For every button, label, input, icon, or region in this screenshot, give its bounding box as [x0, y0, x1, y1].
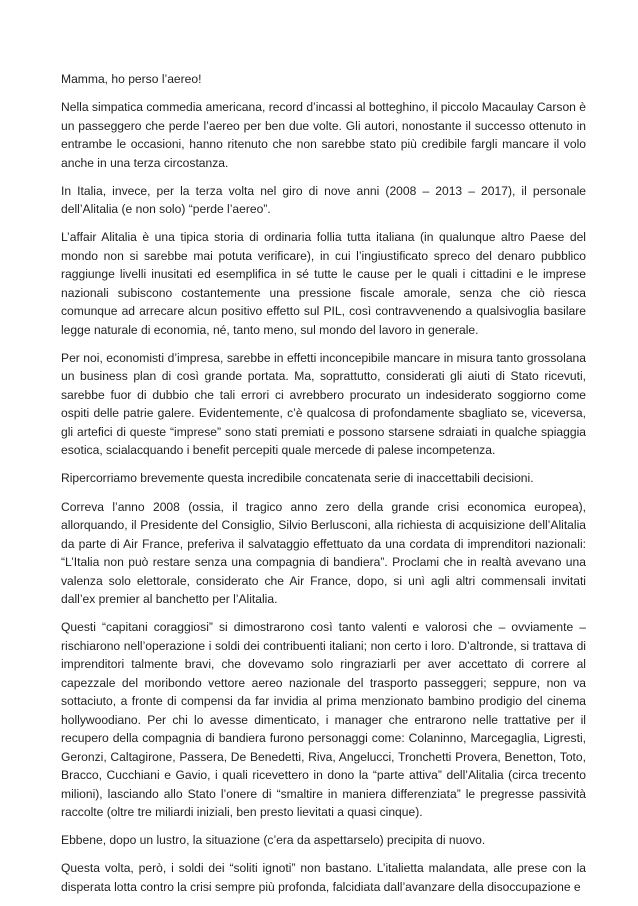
paragraph-7: Questi “capitani coraggiosi” si dimostrarono così tanto valenti e valorosi che – ovviamente – rischiarono nell’operazione i soldi dei contribuenti italiani; non certo i loro. D’altronde, si trattava di imprenditori talmente bravi, che dovevamo solo ringraziarli per aver accettato di correre al capezzale del moribondo vettore aereo nazionale del trasporto passeggeri; seppure, non va sottaciuto, a fronte di compensi da far invidia al prima menzionato bambino prodigio del cinema hollywoodiano. Per chi lo avesse dimenticato, i manager che entrarono nelle trattative per il recupero della compagnia di bandiera furono personaggi come: Colaninno, Marcegaglia, Ligresti, Geronzi, Caltagirone, Passera, De Benedetti, Riva, Angelucci, Tronchetti Provera, Benetton, Toto, Bracco, Cucchiani e Gavio, i quali ricevettero in dono la “parte attiva” dell’Alitalia (circa trecento milioni), lasciando allo Stato l’onere di “smaltire in maniera differenziata” le pregresse passività raccolte (oltre tre miliardi iniziali, ben presto lievitati a quasi cinque).	[61, 620, 586, 820]
paragraph-9: Questa volta, però, i soldi dei “soliti ignoti” non bastano. L’italietta malandata, alle prese con la disperata lotta contro la crisi sempre più profonda, falcidiata dall’avanzare della disoccupazione e	[61, 861, 586, 894]
document-title: Mamma, ho perso l’aereo!	[61, 72, 202, 86]
paragraph-3: L’affair Alitalia è una tipica storia di ordinaria follia tutta italiana (in qualunque altro Paese del mondo non si sarebbe mai potuta verificare), in cui l’ingiustificato spreco del denaro pubblico raggiunge livelli inusitati ed esemplifica in sé tutte le cause per le quali i cittadini e le imprese nazionali subiscono costantemente una pressione fiscale amorale, senza che ciò riesca comunque ad arrecare alcun positivo effetto sul PIL, così contravvenendo a qualsivoglia basilare legge naturale di economia, né, tanto meno, sul mondo del lavoro in generale.	[61, 230, 586, 337]
paragraph-1: Nella simpatica commedia americana, record d’incassi al botteghino, il piccolo Macaulay Carson è un passeggero che perde l’aereo per ben due volte. Gli autori, nonostante il successo ottenuto in entrambe le occasioni, hanno ritenuto che non sarebbe stato più credibile fargli mancare il volo anche in una terza circostanza.	[61, 100, 586, 170]
paragraph-6: Correva l’anno 2008 (ossia, il tragico anno zero della grande crisi economica europea), allorquando, il Presidente del Consiglio, Silvio Berlusconi, alla richiesta di acquisizione dell’Alitalia da parte di Air France, preferiva il salvataggio effettuato da una cordata di imprenditori nazionali: “L’Italia non può restare senza una compagnia di bandiera”. Proclami che in realtà avevano una valenza solo elettorale, considerato che Air France, dopo, si unì agli altri commensali invitati dall’ex premier al banchetto per l’Alitalia.	[61, 499, 586, 607]
paragraph-2: In Italia, invece, per la terza volta nel giro di nove anni (2008 – 2013 – 2017), il personale dell’Alitalia (e non solo) “perde l’aereo”.	[61, 183, 586, 217]
document-page	[61, 70, 586, 906]
paragraph-8: Ebbene, dopo un lustro, la situazione (c’era da aspettarselo) precipita di nuovo.	[61, 833, 486, 848]
paragraph-5: Ripercorriamo brevemente questa incredibile concatenata serie di inaccettabili decisioni.	[61, 471, 534, 486]
paragraph-4: Per noi, economisti d’impresa, sarebbe in effetti inconcepibile mancare in misura tanto grossolana un business plan di così grande portata. Ma, soprattutto, considerati gli aiuti di Stato ricevuti, sarebbe fuor di dubbio che tali errori ci avrebbero procurato un indesiderato soggiorno come ospiti delle patrie galere. Evidentemente, c’è qualcosa di profondamente sbagliato se, viceversa, gli artefici di queste “imprese” sono stati premiati e possono starsene sdraiati in qualche spiaggia esotica, scialacquando i benefit percepiti quale mercede di palese incompetenza.	[61, 350, 586, 458]
